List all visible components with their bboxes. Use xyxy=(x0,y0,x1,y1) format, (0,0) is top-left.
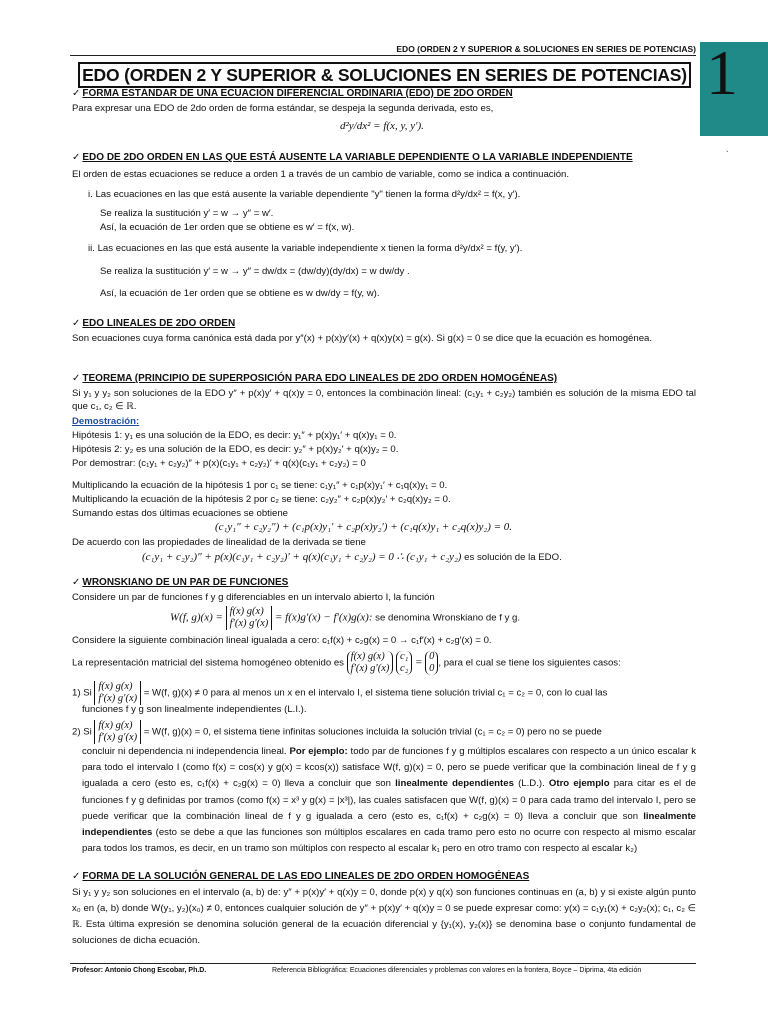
unknown-vector: c₁ c₂ xyxy=(396,651,412,675)
running-title: EDO (ORDEN 2 Y SUPERIOR & SOLUCIONES EN SERIES DE POTENCIAS) xyxy=(396,44,696,54)
section-heading-wronskian: ✓ WRONSKIANO DE UN PAR DE FUNCIONES xyxy=(72,577,289,588)
zero-vector: 0 0 xyxy=(425,651,438,675)
linear-definition: Son ecuaciones cuya forma canónica está dada por y″(x) + p(x)y′(x) + q(x)y(x) = g(x). Si g(x) = 0 se dice que la ecuación es homogénea. xyxy=(72,333,653,344)
standard-form-equation: d²y/dx² = f(x, y, y′). xyxy=(340,120,424,132)
matrix-system-text: La representación matricial del sistema homogéneo obtenido es f(x) g(x) f′(x) g′(x) c₁ c₂ = 0 0 , para el cual se tiene los siguientes casos: xyxy=(72,651,621,674)
page-title: EDO (ORDEN 2 Y SUPERIOR & SOLUCIONES EN SERIES DE POTENCIAS) xyxy=(78,62,691,88)
linear-combination-text: Considere la siguiente combinación lineal igualada a cero: c₁f(x) + c₂g(x) = 0 → c₁f′(x) + c₂g′(x) = 0. xyxy=(72,635,492,646)
header-rule xyxy=(70,55,696,56)
superposition-theorem: Si y₁ y y₂ son soluciones de la EDO y″ + p(x)y′ + q(x)y = 0, entonces la combinación lineal: (c₁y₁ + c₂y₂) también es solución de la misma EDO tal que c₁, c₂ ∈ ℝ. xyxy=(72,388,696,412)
wronskian-determinant: f(x) g(x) f′(x) g′(x) xyxy=(226,606,273,630)
tick-mark: ` xyxy=(726,150,729,159)
hypothesis-1: Hipótesis 1: y₁ es una solución de la EDO, es decir: y₁″ + p(x)y₁′ + q(x)y₁ = 0. xyxy=(72,430,397,441)
case-2-explanation: concluir ni dependencia ni independencia lineal. Por ejemplo: todo par de funciones f y g múltiplos escalares con respecto a un único escalar k para todo el intervalo I (como f(x) = cos(x) y g(x) = kcos(x)) satisface W(f, g)(x) = 0, pero se puede verificar que la combinación lineal de f y g igualada a cero (esto es, c₁f(x) + c₂g(x) = 0) lleva a concluir que son linealmente dependientes (L.D.). Otro ejemplo para citar es el de funciones f y g definidas por tramos (como f(x) = x³ y g(x) = |x³|), las cuales satisfacen que W(f, g)(x) = 0 para cada tramo del intervalo I, pero se puede verificar que la combinación lineal de f y g igualada a cero (esto es, c₁f(x) + c₂g(x) = 0) lleva a concluir que son linealmente independientes (esto se debe a que las funciones son múltiplos escalares en cada tramo pero esto no ocurre con respecto al mismo escalar para todos los tramos, es decir, en un tramo son múltiplos con respecto al escalar k₁ pero en otro tramo con respecto al escalar k₂) xyxy=(82,746,696,855)
section-heading-superposition: ✓ TEOREMA (PRINCIPIO DE SUPERPOSICIÓN PARA EDO LINEALES DE 2DO ORDEN HOMOGÉNEAS) xyxy=(72,373,558,384)
to-prove: Por demostrar: (c₁y₁ + c₂y₂)″ + p(x)(c₁y₁ + c₂y₂)′ + q(x)(c₁y₁ + c₂y₂) = 0 xyxy=(72,458,366,469)
standard-form-text: Para expresar una EDO de 2do orden de forma estándar, se despeja la segunda derivada, esto es, xyxy=(72,103,494,114)
footer-author: Profesor: Antonio Chong Escobar, Ph.D. xyxy=(72,967,207,974)
check-icon: ✓ xyxy=(72,318,81,329)
conclusion-line: (c₁y₁ + c₂y₂)″ + p(x)(c₁y₁ + c₂y₂)′ + q(x)(c₁y₁ + c₂y₂) = 0 ∴ (c₁y₁ + c₂y₂) es solución de la EDO. xyxy=(142,551,562,563)
case-i-statement: i. Las ecuaciones en las que está ausente la variable dependiente "y" tienen la forma d²y/dx² = f(x, y′). xyxy=(88,189,521,200)
multiply-h2: Multiplicando la ecuación de la hipótesis 2 por c₂ se tiene: c₂y₂″ + c₂p(x)y₂′ + c₂q(x)y₂ = 0. xyxy=(72,494,451,505)
wronskian-intro: Considere un par de funciones f y g diferenciables en un intervalo abierto I, la función xyxy=(72,592,435,603)
check-icon: ✓ xyxy=(72,871,81,882)
wronskian-definition: W(f, g)(x) = f(x) g(x) f′(x) g′(x) = f(x)g′(x) − f′(x)g(x): se denomina Wronskiano de f y g. xyxy=(170,606,521,629)
multiply-h1: Multiplicando la ecuación de la hipótesis 1 por c₁ se tiene: c₁y₁″ + c₁p(x)y₁′ + c₁q(x)y₁ = 0. xyxy=(72,480,448,491)
linearity-text: De acuerdo con las propiedades de linealidad de la derivada se tiene xyxy=(72,537,366,548)
case-ii-statement: ii. Las ecuaciones en las que está ausente la variable independiente x tienen la forma d²y/dx² = f(y, y′). xyxy=(88,243,523,254)
check-icon: ✓ xyxy=(72,577,81,588)
case-ii-substitution: Se realiza la sustitución y′ = w → y″ = dw/dx = (dw/dy)(dy/dx) = w dw/dy . xyxy=(100,266,410,277)
case-i-result: Así, la ecuación de 1er orden que se obtiene es w′ = f(x, w). xyxy=(100,222,355,233)
case-1-conclusion: funciones f y g son linealmente independientes (L.I.). xyxy=(82,704,307,715)
sum-equation: (c₁y₁″ + c₂y₂″) + (c₁p(x)y₁′ + c₂p(x)y₂′) + (c₁q(x)y₁ + c₂q(x)y₂) = 0. xyxy=(215,521,513,533)
coefficient-matrix: f(x) g(x) f′(x) g′(x) xyxy=(347,651,394,675)
proof-label: Demostración: xyxy=(72,416,140,427)
footer-rule xyxy=(70,963,696,964)
sum-text: Sumando estas dos últimas ecuaciones se obtiene xyxy=(72,508,288,519)
section-heading-standard-form: ✓ FORMA ESTÁNDAR DE UNA ECUACIÓN DIFERENCIAL ORDINARIA (EDO) DE 2DO ORDEN xyxy=(72,88,513,99)
case-1: 1) Si f(x) g(x) f′(x) g′(x) = W(f, g)(x) ≠ 0 para al menos un x en el intervalo I, el sistema tiene solución trivial c₁ = c₂ = 0, con lo cual las xyxy=(72,681,608,704)
chapter-number: 1 xyxy=(706,37,738,108)
case-i-substitution: Se realiza la sustitución y′ = w → y″ = w′. xyxy=(100,208,274,219)
section-heading-linear: ✓ EDO LINEALES DE 2DO ORDEN xyxy=(72,318,236,329)
check-icon: ✓ xyxy=(72,152,81,163)
section-heading-general-solution: ✓ FORMA DE LA SOLUCIÓN GENERAL DE LAS EDO LINEALES DE 2DO ORDEN HOMOGÉNEAS xyxy=(72,871,530,882)
case-ii-result: Así, la ecuación de 1er orden que se obtiene es w dw/dy = f(y, w). xyxy=(100,288,380,299)
hypothesis-2: Hipótesis 2: y₂ es una solución de la EDO, es decir: y₂″ + p(x)y₂′ + q(x)y₂ = 0. xyxy=(72,444,399,455)
check-icon: ✓ xyxy=(72,373,81,384)
absent-variable-intro: El orden de estas ecuaciones se reduce a orden 1 a través de un cambio de variable, como se indica a continuación. xyxy=(72,169,570,180)
general-solution-text: Si y₁ y y₂ son soluciones en el intervalo (a, b) de: y″ + p(x)y′ + q(x)y = 0, donde p(x) y q(x) son funciones continuas en (a, b) y si existe algún punto x₀ en (a, b) donde W(y₁, y₂)(x₀) ≠ 0, entonces cualquier solución de y″ + p(x)y′ + q(x)y = 0 se puede expresar como: y(x) = c₁y₁(x) + c₂y₂(x); c₁, c₂ ∈ ℝ. Esta última expresión se denomina solución general de la ecuación diferencial y {y₁(x), y₂(x)} se denomina base o conjunto fundamental de soluciones de dicha ecuación. xyxy=(72,887,696,946)
section-heading-absent-variable: ✓ EDO DE 2DO ORDEN EN LAS QUE ESTÁ AUSENTE LA VARIABLE DEPENDIENTE O LA VARIABLE INDEPENDIENTE xyxy=(72,152,633,163)
footer-reference: Referencia Bibliográfica: Ecuaciones diferenciales y problemas con valores en la frontera, Boyce – Diprima, 4ta edición xyxy=(272,967,642,974)
case-2: 2) Si f(x) g(x) f′(x) g′(x) = W(f, g)(x) = 0, el sistema tiene infinitas soluciones incluida la solución trivial (c₁ = c₂ = 0) pero no se puede xyxy=(72,720,602,743)
check-icon: ✓ xyxy=(72,88,81,99)
